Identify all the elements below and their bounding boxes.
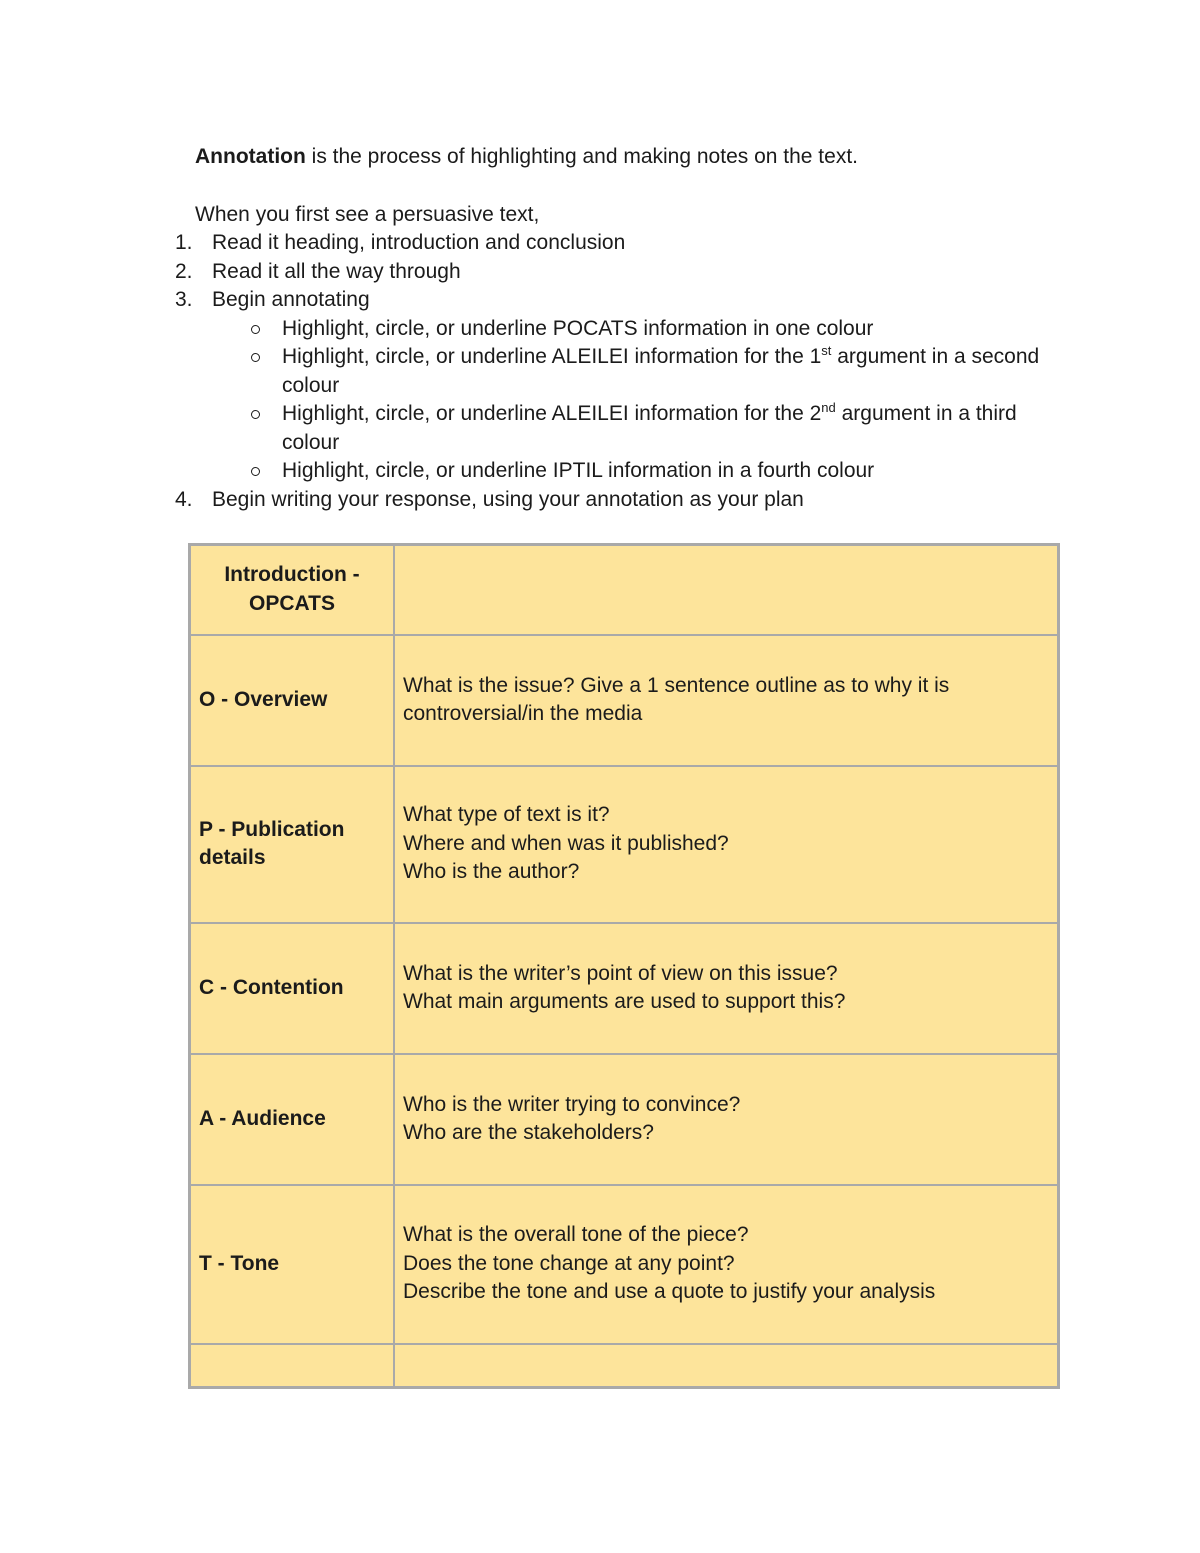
question-text: Who are the stakeholders? [403, 1121, 654, 1144]
step-number: 1. [175, 231, 193, 254]
step-text: Read it heading, introduction and conclusion [212, 231, 626, 254]
table-row [190, 923, 1059, 1054]
question-cell[interactable] [394, 635, 1059, 766]
hollow-circle-bullet-icon [251, 467, 260, 476]
hollow-circle-bullet-icon [251, 325, 260, 334]
step-number: 4. [175, 487, 193, 511]
table-row [190, 1054, 1059, 1185]
step-text: Begin annotating [212, 288, 370, 311]
ordinal-suffix: st [821, 343, 832, 358]
question-text: Who is the writer trying to convince? [403, 1092, 741, 1116]
header-line: OPCATS [249, 591, 335, 615]
table-row [190, 1185, 1059, 1344]
step-item [175, 258, 1075, 287]
table-header-row [190, 545, 1059, 635]
step-item [175, 229, 1075, 258]
substep-text-end: argument in a second colour [282, 345, 1040, 397]
header-line: Introduction - [224, 563, 360, 587]
table-row [190, 635, 1059, 766]
question-text: What is the overall tone of the piece? [403, 1223, 749, 1247]
step-number: 2. [175, 259, 193, 283]
annotation-term: Annotation [195, 145, 306, 168]
ordinal-suffix: nd [821, 400, 836, 415]
empty-row [190, 1344, 1059, 1388]
substep-item [248, 400, 1075, 457]
question-text: Who is the author? [403, 860, 580, 884]
question-cell[interactable] [394, 923, 1059, 1054]
opcats-table [188, 543, 1060, 1389]
substep-item [248, 457, 1075, 486]
hollow-circle-bullet-icon [251, 410, 260, 419]
row-label: C - Contention [190, 923, 395, 1054]
hollow-circle-bullet-icon [251, 353, 260, 362]
question-text: Describe the tone and use a quote to justify your analysis [403, 1280, 936, 1304]
substep-item [248, 315, 1075, 344]
question-text: Does the tone change at any point? [403, 1251, 735, 1275]
row-label: T - Tone [190, 1185, 395, 1344]
substep-text-start: Highlight, circle, or underline ALEILEI information for the 2 [282, 402, 822, 425]
substeps-list [212, 315, 1075, 486]
question-cell[interactable] [394, 766, 1059, 923]
annotation-definition [195, 143, 858, 171]
substep-text: Highlight, circle, or underline IPTIL information in a fourth colour [282, 459, 875, 482]
substep-item [248, 343, 1075, 400]
lead-in-text: When you first see a persuasive text, [195, 203, 540, 226]
row-label: A - Audience [190, 1054, 395, 1185]
substep-text-start: Highlight, circle, or underline ALEILEI information for the 1 [282, 345, 822, 368]
definition-text: is the process of highlighting and making notes on the text. [305, 145, 858, 168]
question-cell[interactable] [394, 1185, 1059, 1344]
step-number: 3. [175, 288, 193, 311]
question-text: What type of text is it? [403, 803, 610, 827]
question-text: What main arguments are used to support this? [403, 990, 846, 1013]
table-header-cell [190, 545, 395, 635]
question-text: What is the issue? Give a 1 sentence outline as to why it is controversial/in the media [403, 673, 950, 725]
substep-text-end: argument in a third colour [282, 402, 1017, 454]
empty-cell[interactable] [394, 1344, 1059, 1388]
step-item [175, 286, 1075, 486]
row-label: O - Overview [190, 635, 395, 766]
substep-text: Highlight, circle, or underline POCATS information in one colour [282, 316, 874, 340]
step-text: Begin writing your response, using your annotation as your plan [212, 487, 804, 511]
step-text: Read it all the way through [212, 259, 461, 283]
question-cell[interactable] [394, 1054, 1059, 1185]
question-text: What is the writer’s point of view on this issue? [403, 961, 838, 985]
steps-list [175, 229, 1075, 514]
empty-header-cell[interactable] [394, 545, 1059, 635]
empty-cell[interactable] [190, 1344, 395, 1388]
row-label: P - Publication details [190, 766, 395, 923]
table-row [190, 766, 1059, 923]
question-text: Where and when was it published? [403, 831, 729, 855]
step-item [175, 486, 1075, 515]
